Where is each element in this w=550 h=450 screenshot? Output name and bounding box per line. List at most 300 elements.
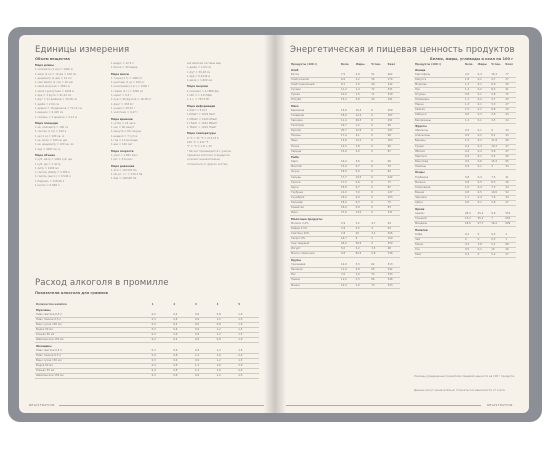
unit-line: 1 карат = 0,2 г — [111, 94, 132, 98]
table-header-row — [414, 63, 516, 67]
table-cell: 47 — [504, 149, 516, 154]
table-cell: 34 — [504, 164, 516, 169]
section-title: Овощи — [415, 68, 426, 72]
table-cell: Рис — [290, 273, 340, 278]
table-cell: 174 — [387, 77, 400, 82]
unit-group-title: Мера времени — [111, 117, 133, 121]
table-cell: 10,3 — [340, 283, 355, 288]
table-cell: 0,9 — [194, 333, 216, 338]
table-cell: 1,2 — [216, 327, 238, 332]
table-cell: 0 — [370, 129, 386, 134]
table-cell: 9,8 — [490, 149, 504, 154]
table-cell: 0,7 — [355, 185, 371, 190]
column-header: Ккал — [505, 63, 513, 66]
unit-line: 1 куб. метр = 1000 куб. дм — [35, 158, 72, 162]
nutrition-subtitle: Белки, жиры, углеводы и ккал на 100 г — [430, 57, 514, 61]
unit-line: 1 ярд = 3 фута = 91,44 см — [35, 94, 72, 98]
table-cell: 0,4 — [172, 313, 194, 318]
unit-line: 1 год = 12 месяцев — [111, 139, 138, 143]
table-cell: 24 — [504, 118, 516, 123]
table-cell: Квас — [414, 252, 464, 257]
section-title: Мясо — [291, 104, 299, 108]
table-cell: Черника — [414, 195, 464, 200]
table-cell: Лимоны — [414, 164, 464, 169]
table-cell: 41 — [504, 176, 516, 181]
table-cell: 1,5 — [464, 139, 477, 144]
table-cell: 0,2 — [151, 313, 173, 318]
table-cell: 0,4 — [477, 149, 491, 154]
table-cell: 0,8 — [370, 252, 386, 257]
unit-line: 1 фут = 30,48 см — [187, 70, 211, 74]
left-page — [19, 35, 274, 413]
table-cell: 262 — [387, 73, 400, 78]
unit-line: 1 ар (1 а) = 100 кв. м — [35, 134, 64, 138]
table-cell: 1,2 — [194, 369, 216, 374]
table-cell: 0 — [370, 195, 386, 200]
column-header: Жиры — [477, 63, 487, 66]
table-cell: Шампанское 150 мл — [35, 338, 151, 343]
table-cell: 0,9 — [464, 134, 477, 139]
table-cell: 49 — [370, 82, 386, 87]
table-cell: 16,3 — [355, 109, 371, 114]
table-cell: 13,0 — [355, 211, 371, 216]
table-cell: Пиво светлое 0,5 л — [35, 313, 151, 318]
table-cell: 8,3 — [490, 180, 504, 185]
table-cell: Шампанское 150 мл — [35, 374, 151, 379]
table-cell: 20 — [355, 232, 371, 237]
table-cell: 9 — [355, 237, 371, 242]
table-cell: 74 — [370, 273, 386, 278]
table-cell: 26,0 — [340, 242, 355, 247]
table-cell: 1,2 — [216, 359, 238, 364]
unit-line: 1 сантиметр (1 см) = 10 мм — [35, 81, 73, 85]
table-cell: 1,5 — [237, 374, 259, 379]
table-cell: Сердце — [290, 149, 340, 154]
table-cell: 27 — [504, 77, 516, 82]
table-cell: 1,2 — [216, 333, 238, 338]
nutrition-table-left — [290, 63, 400, 289]
table-cell: 65 — [370, 268, 386, 273]
table-cell: 0,1 — [477, 82, 491, 87]
table-cell: 0 — [464, 237, 477, 242]
table-cell: 0,5 — [477, 190, 491, 195]
table-cell: 206 — [387, 232, 400, 237]
table-cell: 11,9 — [340, 268, 355, 273]
table-cell: Сельдь — [290, 175, 340, 180]
table-cell: 0 — [370, 185, 386, 190]
unit-line: 1 миля = 1,609 км — [187, 79, 212, 83]
table-cell: 3,2 — [464, 242, 477, 247]
unit-group-title: Мера температуры — [187, 132, 216, 136]
table-cell: 3,2 — [355, 247, 371, 252]
table-cell: Треска — [290, 180, 340, 185]
table-cell: Бананы — [414, 139, 464, 144]
table-cell: 3,2 — [355, 222, 371, 227]
table-cell: Миндаль — [414, 221, 464, 226]
table-cell: 1,6 — [216, 369, 238, 374]
table-cell: Персики — [414, 154, 464, 159]
unit-line: 1 золотник = 4,27 г — [111, 111, 138, 115]
unit-line: 0 °C = 32 °F = 273,15 K — [187, 136, 219, 140]
column-header: Белк. — [465, 63, 474, 66]
table-cell: 147 — [387, 190, 400, 195]
nutrition-title: Энергетическая и пищевая ценность продуктов — [290, 45, 515, 55]
table-cell: 0 — [370, 109, 386, 114]
unit-line: 1 галлон (США) = 3,785 л — [35, 171, 70, 175]
unit-line: 1 пуд = 40 фунтов = 16,38 кг — [111, 98, 152, 102]
table-cell: 348 — [387, 278, 400, 283]
table-cell: 7,5 — [340, 73, 355, 78]
unit-line: 1 бочка = 40 ведер — [111, 66, 138, 70]
table-cell: Клубника — [414, 176, 464, 181]
unit-line: 1 Гбайт = 1024 Мбайт — [187, 121, 218, 125]
table-cell: 3 — [490, 164, 504, 169]
table-cell: Яблоки — [414, 149, 464, 154]
table-cell: 45 — [504, 154, 516, 159]
table-cell: Печень — [290, 134, 340, 139]
table-cell: 0,6 — [172, 374, 194, 379]
table-cell: 0,8 — [216, 338, 238, 343]
table-cell: 75 — [387, 201, 400, 206]
table-cell: 70 — [387, 165, 400, 170]
table-cell: 1,0 — [355, 273, 371, 278]
unit-group-title: Мера информации — [187, 104, 216, 108]
table-cell: Отруби — [290, 98, 340, 103]
table-cell: Картофель — [414, 73, 464, 78]
table-cell: 8,1 — [490, 134, 504, 139]
table-cell: 24 — [370, 98, 386, 103]
table-cell: 0,4 — [151, 353, 173, 358]
table-cell: 0,3 — [477, 113, 491, 118]
table-cell: 18,0 — [340, 206, 355, 211]
table-cell: 0,9 — [194, 349, 216, 354]
table-cell: Свинина — [290, 119, 340, 124]
table-cell: 552 — [504, 212, 516, 217]
unit-group-title: Мера массы — [111, 72, 130, 76]
table-cell: 5,1 — [490, 242, 504, 247]
table-cell: 2,9 — [355, 73, 371, 78]
table-cell: 27 — [504, 201, 516, 206]
table-cell: 0 — [370, 206, 386, 211]
unit-line: 1 килограмм (1 кг) = 1000 г — [111, 85, 150, 89]
table-cell: 66 — [370, 278, 386, 283]
table-cell: 43 — [504, 134, 516, 139]
table-cell: 0,6 — [355, 180, 371, 185]
table-cell: 1,0 — [237, 338, 259, 343]
unit-line: 1 дюйм = 2,54 см — [35, 102, 59, 106]
table-cell: Вино сухое 150 мл — [35, 322, 151, 327]
table-cell: 0,6 — [464, 201, 477, 206]
table-cell: 2,0 — [237, 353, 259, 358]
table-cell: 12,4 — [355, 113, 371, 118]
table-cell: Какао — [414, 242, 464, 247]
table-cell: Кефир 2,5% — [290, 227, 340, 232]
table-cell: 0,4 — [172, 322, 194, 327]
section-title: Мужчины — [36, 308, 51, 312]
table-cell: 0,1 — [477, 201, 491, 206]
table-cell: 0,1 — [477, 93, 491, 98]
table-cell: 0,2 — [464, 233, 477, 238]
unit-line: 1 байт = 8 бит — [187, 108, 207, 112]
table-cell: 0 — [370, 180, 386, 185]
unit-line: 1 узел = 1,852 км/ч — [111, 153, 138, 157]
table-cell: Баранина — [290, 109, 340, 114]
table-cell: 0,8 — [464, 93, 477, 98]
table-cell: 15,9 — [340, 165, 355, 170]
unit-line: 1 вершок = 4,445 см — [35, 111, 64, 115]
table-cell: 9 — [490, 129, 504, 134]
table-cell: Молоко 3,2% — [290, 222, 340, 227]
table-cell: Пиво темное 0,5 л — [35, 353, 151, 358]
units-title: Единицы измерения — [35, 45, 130, 55]
table-cell: 59 — [387, 222, 400, 227]
unit-line: 1 калория = 4,1868 Дж — [187, 89, 219, 93]
table-cell: 0,4 — [477, 176, 491, 181]
table-cell: 3,0 — [355, 149, 371, 154]
table-cell: 1,5 — [237, 333, 259, 338]
unit-line: 1 километр (1 км) = 1000 м — [35, 68, 73, 72]
table-cell: 0,8 — [216, 313, 238, 318]
units-column-3 — [187, 62, 261, 167]
table-cell: 15,6 — [340, 109, 355, 114]
table-cell: 1,0 — [237, 322, 259, 327]
table-cell: 7 — [490, 216, 504, 221]
table-cell: 1,5 — [237, 349, 259, 354]
table-cell: 0,3 — [151, 349, 173, 354]
table-cell: 5,8 — [490, 201, 504, 206]
table-cell: 0 — [370, 144, 386, 149]
alcohol-title: Расход алкоголя в промилле — [35, 278, 169, 288]
table-cell: 47 — [504, 144, 516, 149]
unit-line: 1 унция = 28,35 г — [111, 106, 136, 110]
unit-line: 1 бар = 100000 Па — [111, 177, 137, 181]
unit-group-title: Мера скорости — [111, 149, 134, 153]
unit-line: 1 метр (1 м) = 10 дм = 100 см — [35, 72, 77, 76]
right-footer-line — [286, 405, 481, 406]
table-cell: 1,0 — [355, 283, 371, 288]
right-page — [274, 35, 529, 413]
table-cell: 0 — [370, 175, 386, 180]
table-cell: 2,9 — [340, 227, 355, 232]
table-cell: 0,6 — [172, 333, 194, 338]
table-cell: 98 — [387, 134, 400, 139]
table-cell: 242 — [387, 175, 400, 180]
table-cell: 0,8 — [172, 353, 194, 358]
table-cell: 3,6 — [355, 160, 371, 165]
table-cell: 7,0 — [355, 190, 371, 195]
table-cell: Грецкий — [414, 216, 464, 221]
unit-line: 1 Кбайт = 1024 байт — [187, 113, 216, 117]
table-cell: Морковь — [414, 82, 464, 87]
table-cell: 1,2 — [216, 374, 238, 379]
table-cell: 18,9 — [340, 113, 355, 118]
table-cell: 1,2 — [355, 77, 371, 82]
table-cell: 27 — [504, 252, 516, 257]
table-cell: 0,7 — [355, 165, 371, 170]
table-cell: 8,2 — [490, 87, 504, 92]
table-cell: Творог 9% — [290, 237, 340, 242]
table-cell: 0,1 — [477, 164, 491, 169]
section-title: Фрукты — [415, 125, 427, 129]
table-cell: 5,8 — [355, 268, 371, 273]
table-cell: 2,8 — [340, 232, 355, 237]
table-cell: 68 — [504, 242, 516, 247]
table-cell: 0,9 — [194, 359, 216, 364]
table-cell: 8,1 — [340, 82, 355, 87]
table-cell: 187 — [387, 113, 400, 118]
table-cell: 0,9 — [194, 327, 216, 332]
table-cell: 0 — [370, 149, 386, 154]
table-cell: 46 — [504, 180, 516, 185]
column-header: Количество напитка — [36, 303, 67, 306]
table-cell: 87 — [387, 149, 400, 154]
table-cell: 26,5 — [355, 242, 371, 247]
table-cell: 7,5 — [490, 176, 504, 181]
table-cell: 96 — [504, 139, 516, 144]
units-subtitle: Объем вещества — [35, 57, 70, 61]
table-cell: 0,8 — [464, 190, 477, 195]
table-cell: 191 — [387, 98, 400, 103]
table-cell: 57,7 — [477, 221, 491, 226]
table-cell: 9,5 — [490, 154, 504, 159]
table-cell: 40 — [504, 108, 516, 113]
table-cell: 0,4 — [477, 195, 491, 200]
table-cell: 3,1 — [355, 134, 371, 139]
table-cell: 4,7 — [490, 77, 504, 82]
unit-line: 1 куб. дм = 1 литр — [35, 162, 61, 166]
table-row — [414, 252, 516, 257]
table-cell: 27,0 — [340, 211, 355, 216]
table-cell: 9,9 — [490, 212, 504, 217]
table-cell: 1,5 — [464, 108, 477, 113]
table-cell: Помидоры — [414, 98, 464, 103]
table-cell: 83 — [387, 206, 400, 211]
table-cell: 16,3 — [490, 73, 504, 78]
table-cell: 52 — [504, 190, 516, 195]
table-cell: 24 — [504, 113, 516, 118]
table-cell: 5,2 — [490, 252, 504, 257]
table-cell: 15,0 — [340, 149, 355, 154]
table-cell: 5,0 — [340, 247, 355, 252]
table-cell: 21,0 — [340, 190, 355, 195]
table-cell: 1,3 — [464, 82, 477, 87]
table-cell: 15,2 — [464, 216, 477, 221]
table-cell: 0,8 — [464, 180, 477, 185]
table-cell: 51 — [370, 73, 386, 78]
table-cell: Водка 50 мл — [35, 327, 151, 332]
table-cell: Виноград — [414, 159, 464, 164]
table-cell: 0,4 — [464, 149, 477, 154]
nutrition-note-2: Данные могут незначительно отличаться в зависимости от сорта. — [414, 389, 506, 392]
table-cell: Овсяная — [290, 268, 340, 273]
table-cell: 4,6 — [490, 113, 504, 118]
table-cell: 82,5 — [355, 252, 371, 257]
table-cell: 3,3 — [355, 263, 371, 268]
table-cell: 0 — [370, 139, 386, 144]
table-cell: Малина — [414, 180, 464, 185]
table-cell: Сушки — [290, 93, 340, 98]
unit-group-title: Мера объема — [35, 153, 56, 157]
table-cell: Скумбрия — [290, 195, 340, 200]
table-cell: Перец — [414, 103, 464, 108]
table-cell: 0,6 — [464, 159, 477, 164]
table-cell: Телятина — [290, 124, 340, 129]
column-header: 2 — [173, 303, 176, 306]
table-cell: 0,6 — [194, 338, 216, 343]
nutrition-table-right — [414, 63, 516, 258]
table-cell: 0,2 — [151, 338, 173, 343]
table-cell: Почки — [290, 144, 340, 149]
table-cell: Капуста — [414, 77, 464, 82]
table-cell: Вино сухое 150 мл — [35, 359, 151, 364]
table-cell: 0,8 — [216, 322, 238, 327]
table-cell: 491 — [387, 119, 400, 124]
table-cell: 1,2 — [216, 349, 238, 354]
table-cell: 3,7 — [490, 98, 504, 103]
table-cell: 0 — [477, 233, 491, 238]
column-header: 1 — [151, 303, 154, 306]
table-cell: Горбуша — [290, 190, 340, 195]
table-cell: 13,6 — [340, 139, 355, 144]
section-title: Женщины — [36, 344, 52, 348]
column-header: 5 — [238, 303, 241, 306]
table-cell: 18,5 — [340, 170, 355, 175]
table-cell: 49,3 — [355, 119, 371, 124]
unit-line: 1 литр = 1000 мл — [35, 166, 59, 170]
table-cell: 0 — [370, 119, 386, 124]
table-cell: 7,6 — [490, 195, 504, 200]
table-cell: 1,5 — [237, 317, 259, 322]
table-cell: 1,4 — [355, 87, 371, 92]
table-cell: 1,4 — [464, 87, 477, 92]
unit-line: 1 атм = 101325 Па — [111, 168, 137, 172]
table-cell: 0,1 — [477, 129, 491, 134]
table-cell: 0,3 — [490, 237, 504, 242]
section-title: Орехи — [415, 207, 425, 211]
unit-line: 1 кв. дециметр = 100 кв. см — [35, 143, 74, 147]
table-cell: 0,1 — [477, 103, 491, 108]
table-cell: 35 — [504, 82, 516, 87]
unit-line: 1 миля сухопутная = 1609 м — [35, 89, 75, 93]
table-cell: 34 — [370, 77, 386, 82]
unit-line: 1 акр = 4047 кв. м — [35, 147, 61, 151]
table-cell: 0,6 — [172, 359, 194, 364]
unit-line: * Расчет производится с учетом — [187, 149, 232, 153]
section-title: Хлеб — [291, 68, 299, 72]
table-cell: 0,2 — [477, 98, 491, 103]
unit-group-title: Мера площади — [35, 121, 58, 125]
table-cell: 68 — [387, 247, 400, 252]
unit-line: 1 пинта = 0,568 л — [35, 184, 60, 188]
table-cell: 0,8 — [172, 369, 194, 374]
table-cell: 18,0 — [340, 201, 355, 206]
unit-line: 1 галлон (англ.) = 4,546 л — [35, 175, 71, 179]
unit-line: 1 дециметр (1 дм) = 10 см — [35, 76, 72, 80]
table-cell: 231 — [387, 211, 400, 216]
table-cell: 242 — [387, 82, 400, 87]
table-cell: 27 — [504, 103, 516, 108]
table-cell: 96 — [387, 160, 400, 165]
table-cell: Пиво темное 0,5 л — [35, 317, 151, 322]
table-cell: 1,3 — [464, 103, 477, 108]
table-cell: 2 — [370, 237, 386, 242]
alcohol-subtitle: Показатели алкоголя для граммов — [35, 291, 108, 295]
unit-line: принятых в России стандартов — [187, 153, 230, 157]
table-cell: 16,0 — [340, 160, 355, 165]
table-cell: 17,4 — [340, 134, 355, 139]
table-cell: 7,0 — [340, 273, 355, 278]
table-cell: 3,2 — [370, 232, 386, 237]
